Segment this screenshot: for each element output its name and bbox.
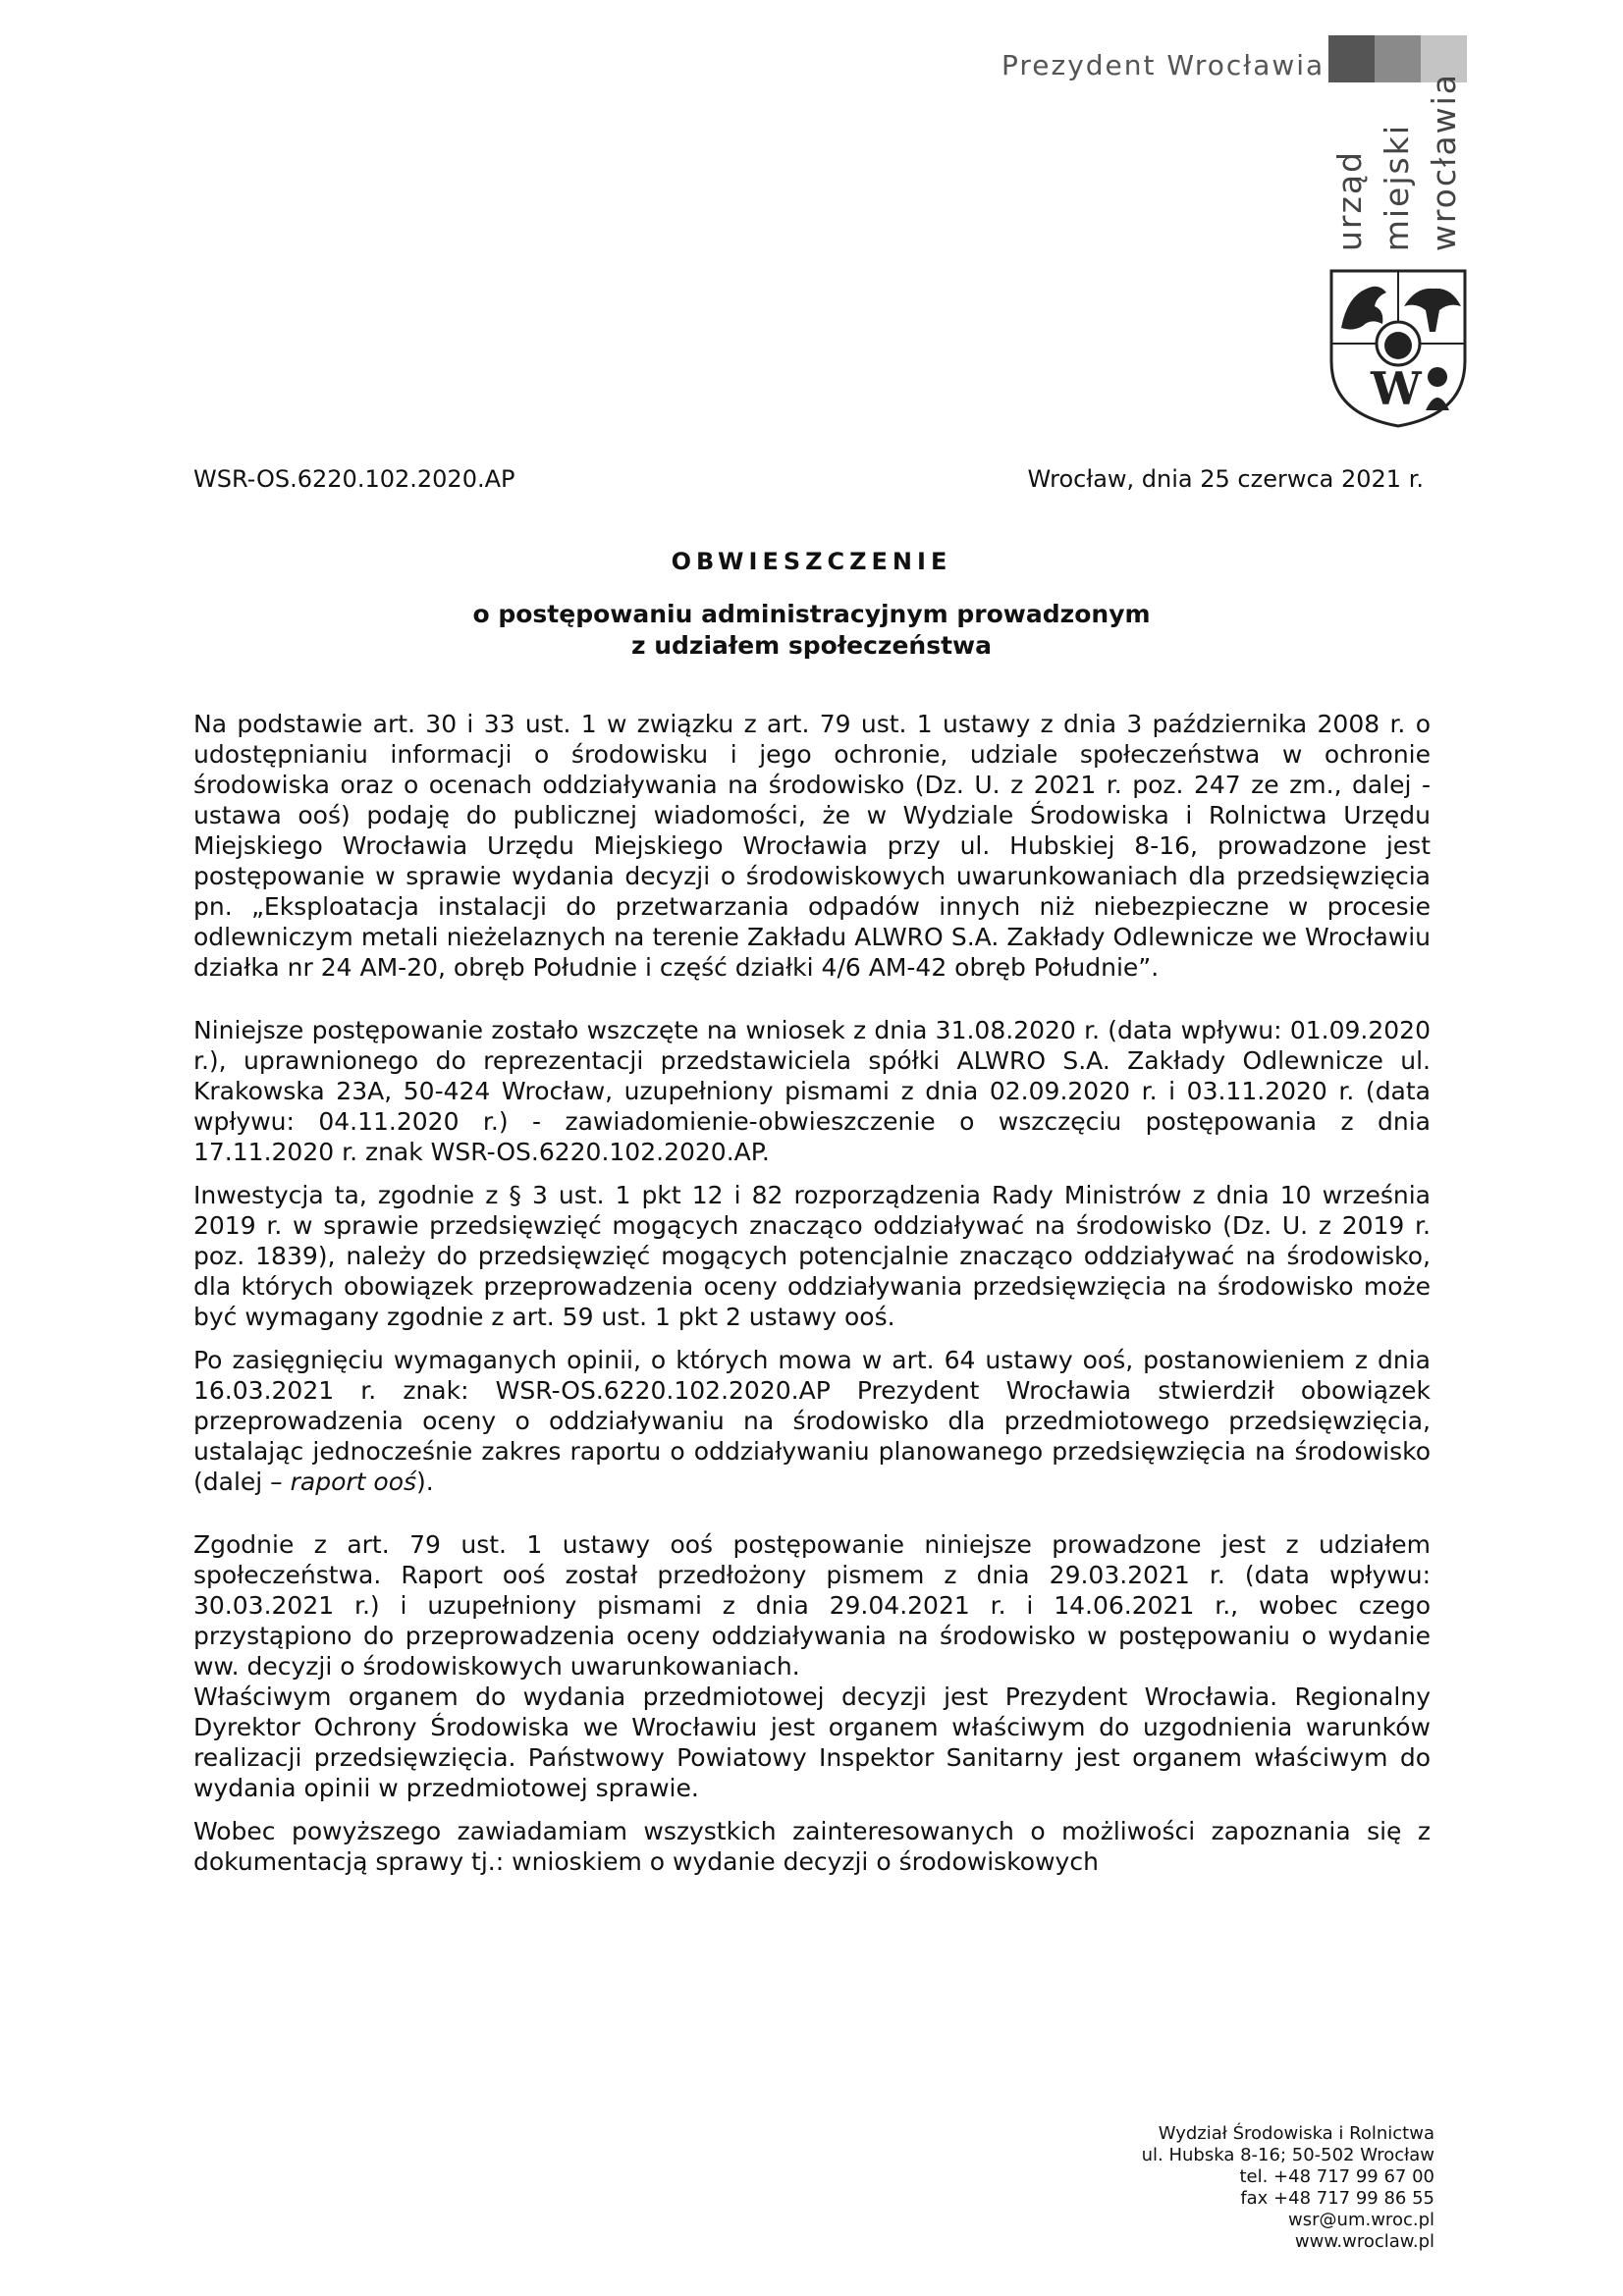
paragraph-1: Na podstawie art. 30 i 33 ust. 1 w związku z art. 79 ust. 1 ustawy z dnia 3 października 2008 r. o udostępnianiu informacji o środowisku i jego ochronie, udziale społeczeństwa w ochronie środowiska oraz o ocenach oddziaływania na środowisko (Dz. U. z 2021 r. poz. 247 ze zm., dalej - ustawa ooś) podaję do publicznej wiadomości, że w Wydziale Środowiska i Rolnictwa Urzędu Miejskiego Wrocławia Urzędu Miejskiego Wrocławia przy ul. Hubskiej 8-16, prowadzone jest postępowanie w sprawie wydania decyzji o środowiskowych uwarunkowaniach dla przedsięwzięcia pn. „Eksploatacja instalacji do przetwarzania odpadów innych niż niebezpieczne w procesie odlewniczym metali nieżelaznych na terenie Zakładu ALWRO S.A. Zakłady Odlewnicze we Wrocławiu działka nr 24 AM-20, obręb Południe i część działki 4/6 AM-42 obręb Południe”.	[193, 710, 1431, 982]
footer-tel: tel. +48 717 99 67 00	[1239, 2166, 1434, 2187]
logotype-line-1: urząd	[1330, 150, 1369, 251]
paragraph-6: Właściwym organem do wydania przedmiotowej decyzji jest Prezydent Wrocławia. Regionalny Dyrektor Ochrony Środowiska we Wrocławiu jest organem właściwym do uzgodnienia warunków realizacji przedsięwzięcia. Państwowy Powiatowy Inspektor Sanitarny jest organem właściwym do wydania opinii w przedmiotowej sprawie.	[193, 1682, 1431, 1802]
document-body	[193, 709, 1431, 1877]
footer-fax: fax +48 717 99 86 55	[1240, 2188, 1434, 2209]
reference-number: WSR-OS.6220.102.2020.AP	[193, 465, 515, 493]
footer-address: ul. Hubska 8-16; 50-502 Wrocław	[1141, 2145, 1434, 2165]
subtitle-line-2: z udziałem społeczeństwa	[630, 631, 993, 660]
paragraph-5: Zgodnie z art. 79 ust. 1 ustawy ooś postępowanie niniejsze prowadzone jest z udziałem społeczeństwa. Raport ooś został przedłożony pismem z dnia 29.03.2021 r. (data wpływu: 30.03.2021 r.) i uzupełniony pismami z dnia 29.04.2021 r. i 14.06.2021 r., wobec czego przystąpiono do przeprowadzenia oceny oddziaływania na środowisko w postępowaniu o wydanie ww. decyzji o środowiskowych uwarunkowaniach.	[193, 1530, 1431, 1681]
logotype-line-3: wrocławia	[1425, 72, 1463, 251]
city-coat-of-arms-icon	[1327, 267, 1469, 430]
office-vertical-logotype	[1328, 72, 1468, 251]
place-date: Wrocław, dnia 25 czerwca 2021 r.	[1027, 465, 1424, 493]
paragraph-3: Inwestycja ta, zgodnie z § 3 ust. 1 pkt 12 i 82 rozporządzenia Rady Ministrów z dnia 10 września 2019 r. w sprawie przedsięwzięć mogących znacząco oddziaływać na środowisko (Dz. U. z 2019 r. poz. 1839), należy do przedsięwzięć mogących potencjalnie znacząco oddziaływać na środowisko, dla których obowiązek przeprowadzenia oceny oddziaływania przedsięwzięcia na środowisko może być wymagany zgodnie z art. 59 ust. 1 pkt 2 ustawy ooś.	[193, 1181, 1431, 1331]
footer-department: Wydział Środowiska i Rolnictwa	[1158, 2123, 1434, 2144]
document-title: OBWIESZCZENIE	[671, 548, 952, 575]
paragraph-4	[193, 1345, 1431, 1497]
paragraph-4-text: Po zasięgnięciu wymaganych opinii, o których mowa w art. 64 ustawy ooś, postanowieniem z dnia 16.03.2021 r. znak: WSR-OS.6220.102.2020.AP Prezydent Wrocławia stwierdził obowiązek przeprowadzenia oceny o oddziaływaniu na środowisko dla przedmiotowego przedsięwzięcia, ustalając jednocześnie zakres raportu o oddziaływaniu planowanego przedsięwzięcia na środowisko (dalej –	[193, 1346, 1431, 1496]
footer-web: www.wroclaw.pl	[1294, 2231, 1434, 2252]
paragraph-7: Wobec powyższego zawiadamiam wszystkich zainteresowanych o możliwości zapoznania się z dokumentacją sprawy tj.: wnioskiem o wydanie decyzji o środowiskowych	[193, 1817, 1431, 1876]
document-subtitle	[0, 599, 1623, 662]
logo-square-dark	[1328, 35, 1375, 82]
paragraph-2: Niniejsze postępowanie zostało wszczęte na wniosek z dnia 31.08.2020 r. (data wpływu: 01.09.2020 r.), uprawnionego do reprezentacji przedstawiciela spółki ALWRO S.A. Zakłady Odlewnicze ul. Krakowska 23A, 50-424 Wrocław, uzupełniony pismami z dnia 02.09.2020 r. i 03.11.2020 r. (data wpływu: 04.11.2020 r.) - zawiadomienie-obwieszczenie o wszczęciu postępowania z dnia 17.11.2020 r. znak WSR-OS.6220.102.2020.AP.	[193, 1016, 1431, 1166]
subtitle-line-1: o postępowaniu administracyjnym prowadzonym	[472, 600, 1151, 628]
footer-email: wsr@um.wroc.pl	[1288, 2210, 1434, 2230]
department-contact-footer	[1142, 2123, 1434, 2253]
paragraph-4-italic: raport ooś	[290, 1468, 417, 1496]
logotype-line-2: miejski	[1378, 123, 1416, 251]
logo-square-mid	[1375, 35, 1421, 82]
paragraph-4-end: ).	[416, 1468, 434, 1496]
svg-text:W: W	[1371, 362, 1422, 415]
institution-name: Prezydent Wrocławia	[1001, 49, 1325, 81]
